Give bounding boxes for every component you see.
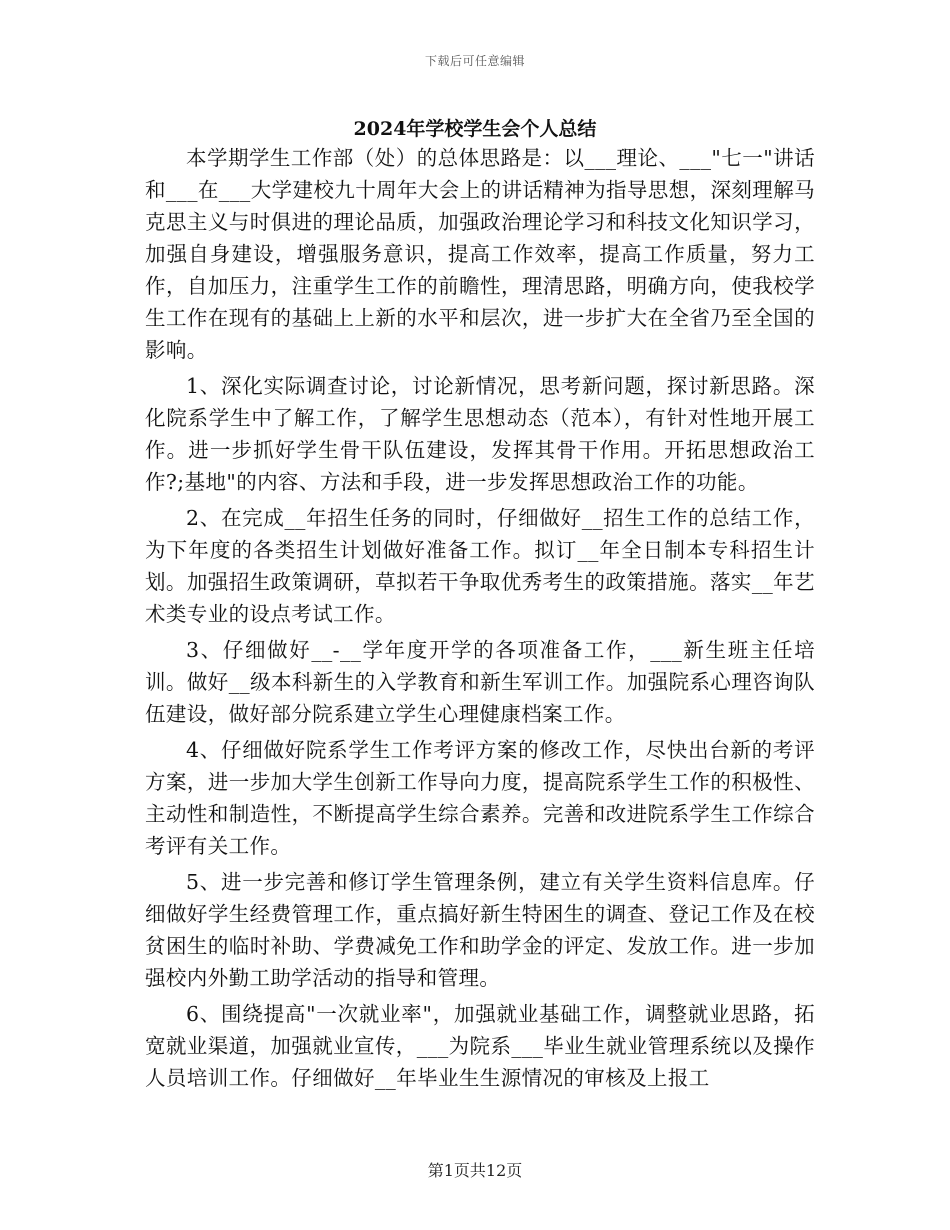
page-number-footer: 第1页共12页	[427, 1161, 523, 1180]
paragraph-intro: 本学期学生工作部（处）的总体思路是：以___理论、___"七一"讲话和___在___大学建校九十周年大会上的讲话精神为指导思想，深刻理解马克思主义与时俱进的理论品质，加强政治理论学习和科技文化知识学习，加强自身建设，增强服务意识，提高工作效率，提高工作质量，努力工作，自加压力，注重学生工作的前瞻性，理清思路，明确方向，使我校学生工作在现有的基础上上新的水平和层次，进一步扩大在全省乃至全国的影响。	[145, 146, 815, 362]
paragraph-item-6: 6、围绕提高"一次就业率"，加强就业基础工作，调整就业思路，拓宽就业渠道，加强就业宣传，___为院系___毕业生就业管理系统以及操作人员培训工作。仔细做好__年毕业生生源情况的审核及上报工	[145, 1002, 815, 1090]
document-title: 2024年学校学生会个人总结	[353, 118, 597, 140]
paragraph-item-3: 3、仔细做好__-__学年度开学的各项准备工作，___新生班主任培训。做好__级本科新生的入学教育和新生军训工作。加强院系心理咨询队伍建设，做好部分院系建立学生心理健康档案工作。	[145, 638, 815, 726]
paragraph-item-1: 1、深化实际调查讨论，讨论新情况，思考新问题，探讨新思路。深化院系学生中了解工作，了解学生思想动态（范本），有针对性地开展工作。进一步抓好学生骨干队伍建设，发挥其骨干作用。开拓思想政治工作?;基地"的内容、方法和手段，进一步发挥思想政治工作的功能。	[145, 374, 815, 494]
header-note: 下载后可任意编辑	[424, 54, 525, 68]
paragraph-item-2: 2、在完成__年招生任务的同时，仔细做好__招生工作的总结工作，为下年度的各类招生计划做好准备工作。拟订__年全日制本专科招生计划。加强招生政策调研，草拟若干争取优秀考生的政策措施。落实__年艺术类专业的设点考试工作。	[145, 506, 815, 626]
paragraph-item-4: 4、仔细做好院系学生工作考评方案的修改工作，尽快出台新的考评方案，进一步加大学生创新工作导向力度，提高院系学生工作的积极性、主动性和制造性，不断提高学生综合素养。完善和改进院系学生工作综合考评有关工作。	[145, 738, 815, 858]
paragraph-item-5: 5、进一步完善和修订学生管理条例，建立有关学生资料信息库。仔细做好学生经费管理工作，重点搞好新生特困生的调查、登记工作及在校贫困生的临时补助、学费减免工作和助学金的评定、发放工作。进一步加强校内外勤工助学活动的指导和管理。	[145, 870, 815, 990]
document-body	[145, 142, 815, 1094]
